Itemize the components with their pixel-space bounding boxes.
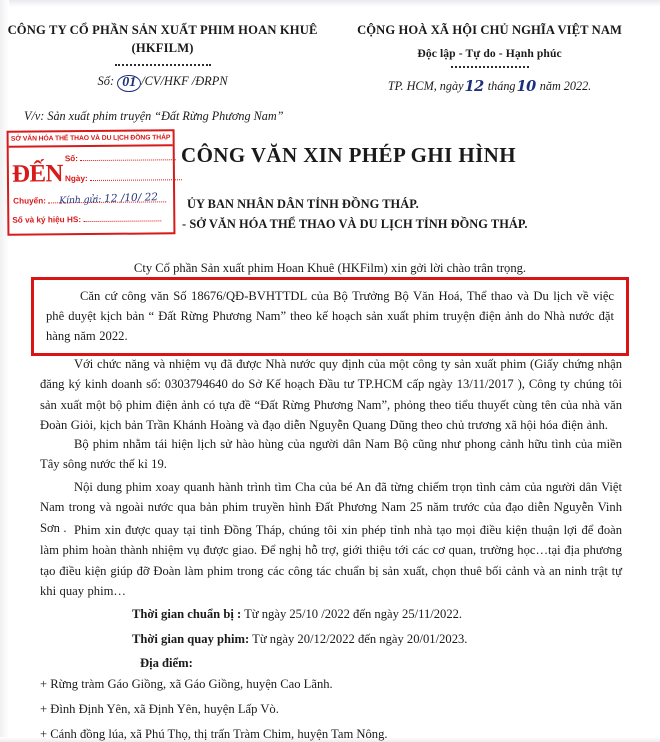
schedule-prep-value: Từ ngày 25/10 /2022 đến ngày 25/11/2022. — [244, 607, 463, 621]
stamp-den-label: ĐẾN — [11, 160, 64, 189]
stamp-field-hs-label: Số và ký hiệu HS: — [12, 215, 82, 226]
schedule-prep-row — [132, 602, 632, 627]
document-number-handwritten: 01 — [117, 75, 141, 93]
body-paragraph-1-wrapper — [40, 354, 622, 436]
schedule-shoot-row — [132, 627, 632, 652]
stamp-field-so-dots — [80, 153, 176, 162]
location-item: + Đình Định Yên, xã Định Yên, huyện Lấp Vò. — [40, 702, 279, 717]
stamp-authority-name: SỞ VĂN HÓA THỂ THAO VÀ DU LỊCH ĐỒNG THÁP — [9, 131, 173, 148]
document-number-line — [6, 74, 319, 92]
document-number-suffix: /CV/HKF /ĐRPN — [141, 73, 228, 88]
stamp-handwritten-recipient: Kính gửi: — [59, 194, 102, 208]
recipient-secondary: - SỞ VĂN HÓA THỂ THAO VÀ DU LỊCH TỈNH ĐỒNG THÁP. — [182, 217, 528, 232]
year-label: năm — [539, 78, 561, 93]
header-left-column — [0, 22, 319, 94]
stamp-field-hs — [12, 214, 161, 225]
stamp-field-hs-dots — [83, 214, 161, 223]
national-title: CỘNG HOÀ XÃ HỘI CHỦ NGHĨA VIỆT NAM — [357, 23, 623, 37]
year-value: 2022. — [563, 78, 592, 93]
subject-line: V/v: Sản xuất phim truyện “Đất Rừng Phương Nam” — [24, 109, 284, 123]
national-motto: Độc lập - Tự do - Hạnh phúc — [417, 46, 562, 60]
stamp-field-so-label: Số: — [64, 154, 79, 164]
place-date-prefix: TP. HCM, ngày — [387, 78, 464, 93]
incoming-mail-stamp — [7, 129, 176, 235]
month-label: tháng — [487, 78, 516, 93]
location-item: + Rừng tràm Gáo Giồng, xã Gáo Giồng, huyện Cao Lãnh. — [40, 677, 333, 691]
location-item: + Cánh đồng lúa, xã Phú Thọ, thị trấn Tràm Chim, huyện Tam Nông. — [40, 727, 388, 742]
header-right-column — [319, 22, 660, 94]
stamp-field-ngay — [65, 173, 182, 184]
body-paragraph-4: Phim xin được quay tại tỉnh Đồng Tháp, chúng tôi xin phép tỉnh nhà tạo mọi điều kiện thuận lợi để đoàn làm phim hoàn thành nhiệm vụ được giao. Để nghị hỗ trợ, giới thiệu tới các cơ quan, trường học…tại địa phương tạo điều kiện giúp đỡ Đoàn làm phim trong các công tác chuẩn bị sản xuất, chọn thuê bối cảnh và an ninh trật tự khi quay phim… — [40, 523, 622, 599]
greeting-line: Cty Cổ phần Sản xuất phim Hoan Khuê (HKFilm) xin gởi lời chào trân trọng. — [133, 261, 527, 275]
schedule-shoot-label: Thời gian quay phim: — [132, 631, 250, 646]
issuing-company-name: CÔNG TY CỔ PHẦN SẢN XUẤT PHIM HOAN KHUÊ (HKFILM) — [7, 23, 318, 55]
stamp-body — [9, 147, 174, 230]
stamp-field-ngay-label: Ngày: — [64, 174, 88, 184]
header-divider-right — [451, 66, 529, 68]
scan-edge-top — [0, 0, 660, 7]
schedule-place-label: Địa điểm: — [140, 656, 193, 671]
highlighted-legal-basis-box — [31, 277, 629, 356]
place-and-date-line — [319, 77, 660, 94]
schedule-shoot-value: Từ ngày 20/12/2022 đến ngày 20/01/2023. — [252, 631, 468, 646]
body-paragraph-4-wrapper — [40, 520, 622, 602]
schedule-block — [132, 602, 632, 676]
legal-basis-text: Căn cứ công văn Số 18676/QĐ-BVHTTDL của Bộ Trưởng Bộ Văn Hoá, Thể thao và Du lịch về việc phê duyệt kịch bản “ Đất Rừng Phương Nam” theo kế hoạch sản xuất phim truyện điện ảnh do Nhà nước đặt hàng năm 2022. — [46, 289, 614, 344]
document-number-label: Số: — [97, 73, 115, 88]
stamp-field-chuyen-label: Chuyển: — [13, 196, 46, 207]
body-paragraph-2-wrapper — [40, 434, 622, 475]
location-list — [40, 672, 600, 742]
stamp-handwritten-date: 12 /10/ 22 — [103, 191, 159, 206]
stamp-field-ngay-dots — [90, 173, 182, 182]
body-paragraph-2: Bộ phim nhằm tái hiện lịch sử hào hùng của người dân Nam Bộ cũng như phong cảnh hữu tình của miền Tây sông nước thế kỉ 19. — [40, 437, 622, 472]
body-paragraph-1: Với chức năng và nhiệm vụ đã được Nhà nước quy định của một công ty sản xuất phim (Giấy chứng nhận đăng ký kinh doanh số: 0303794640 do Sở Kế hoạch Đầu tư TP.HCM cấp ngày 13/11/2017 ), Công ty chúng tôi sản xuất một bộ phim điện ảnh có tựa đề “Đất Rừng Phương Nam”, phỏng theo tiểu thuyết cùng tên của nhà văn Đoàn Giỏi, kịch bản Trần Khánh Hoàng và đạo diễn Nguyễn Quang Dũng theo chủ trương xã hội hóa điện ảnh. — [40, 357, 622, 433]
schedule-prep-label: Thời gian chuẩn bị : — [132, 607, 242, 621]
body-paragraph-3: Nội dung phim xoay quanh hành trình tìm Cha của bé An đã từng chiếm trọn tình cảm của người dân Việt Nam trong và ngoài nước qua bản phim truyền hình Đất Phương Nam 25 năm trước của đạo diễn Nguyễn Vinh Sơn . — [40, 480, 622, 535]
recipient-primary: ỦY BAN NHÂN DÂN TỈNH ĐỒNG THÁP. — [187, 197, 419, 211]
month-handwritten: 10 — [516, 77, 536, 95]
document-header — [0, 22, 660, 94]
header-divider-left — [115, 64, 211, 66]
recipient-list — [178, 194, 648, 234]
day-handwritten: 12 — [464, 77, 484, 95]
scan-edge-left — [0, 0, 9, 742]
page-title: CÔNG VĂN XIN PHÉP GHI HÌNH — [181, 143, 516, 167]
stamp-field-so — [65, 153, 177, 164]
